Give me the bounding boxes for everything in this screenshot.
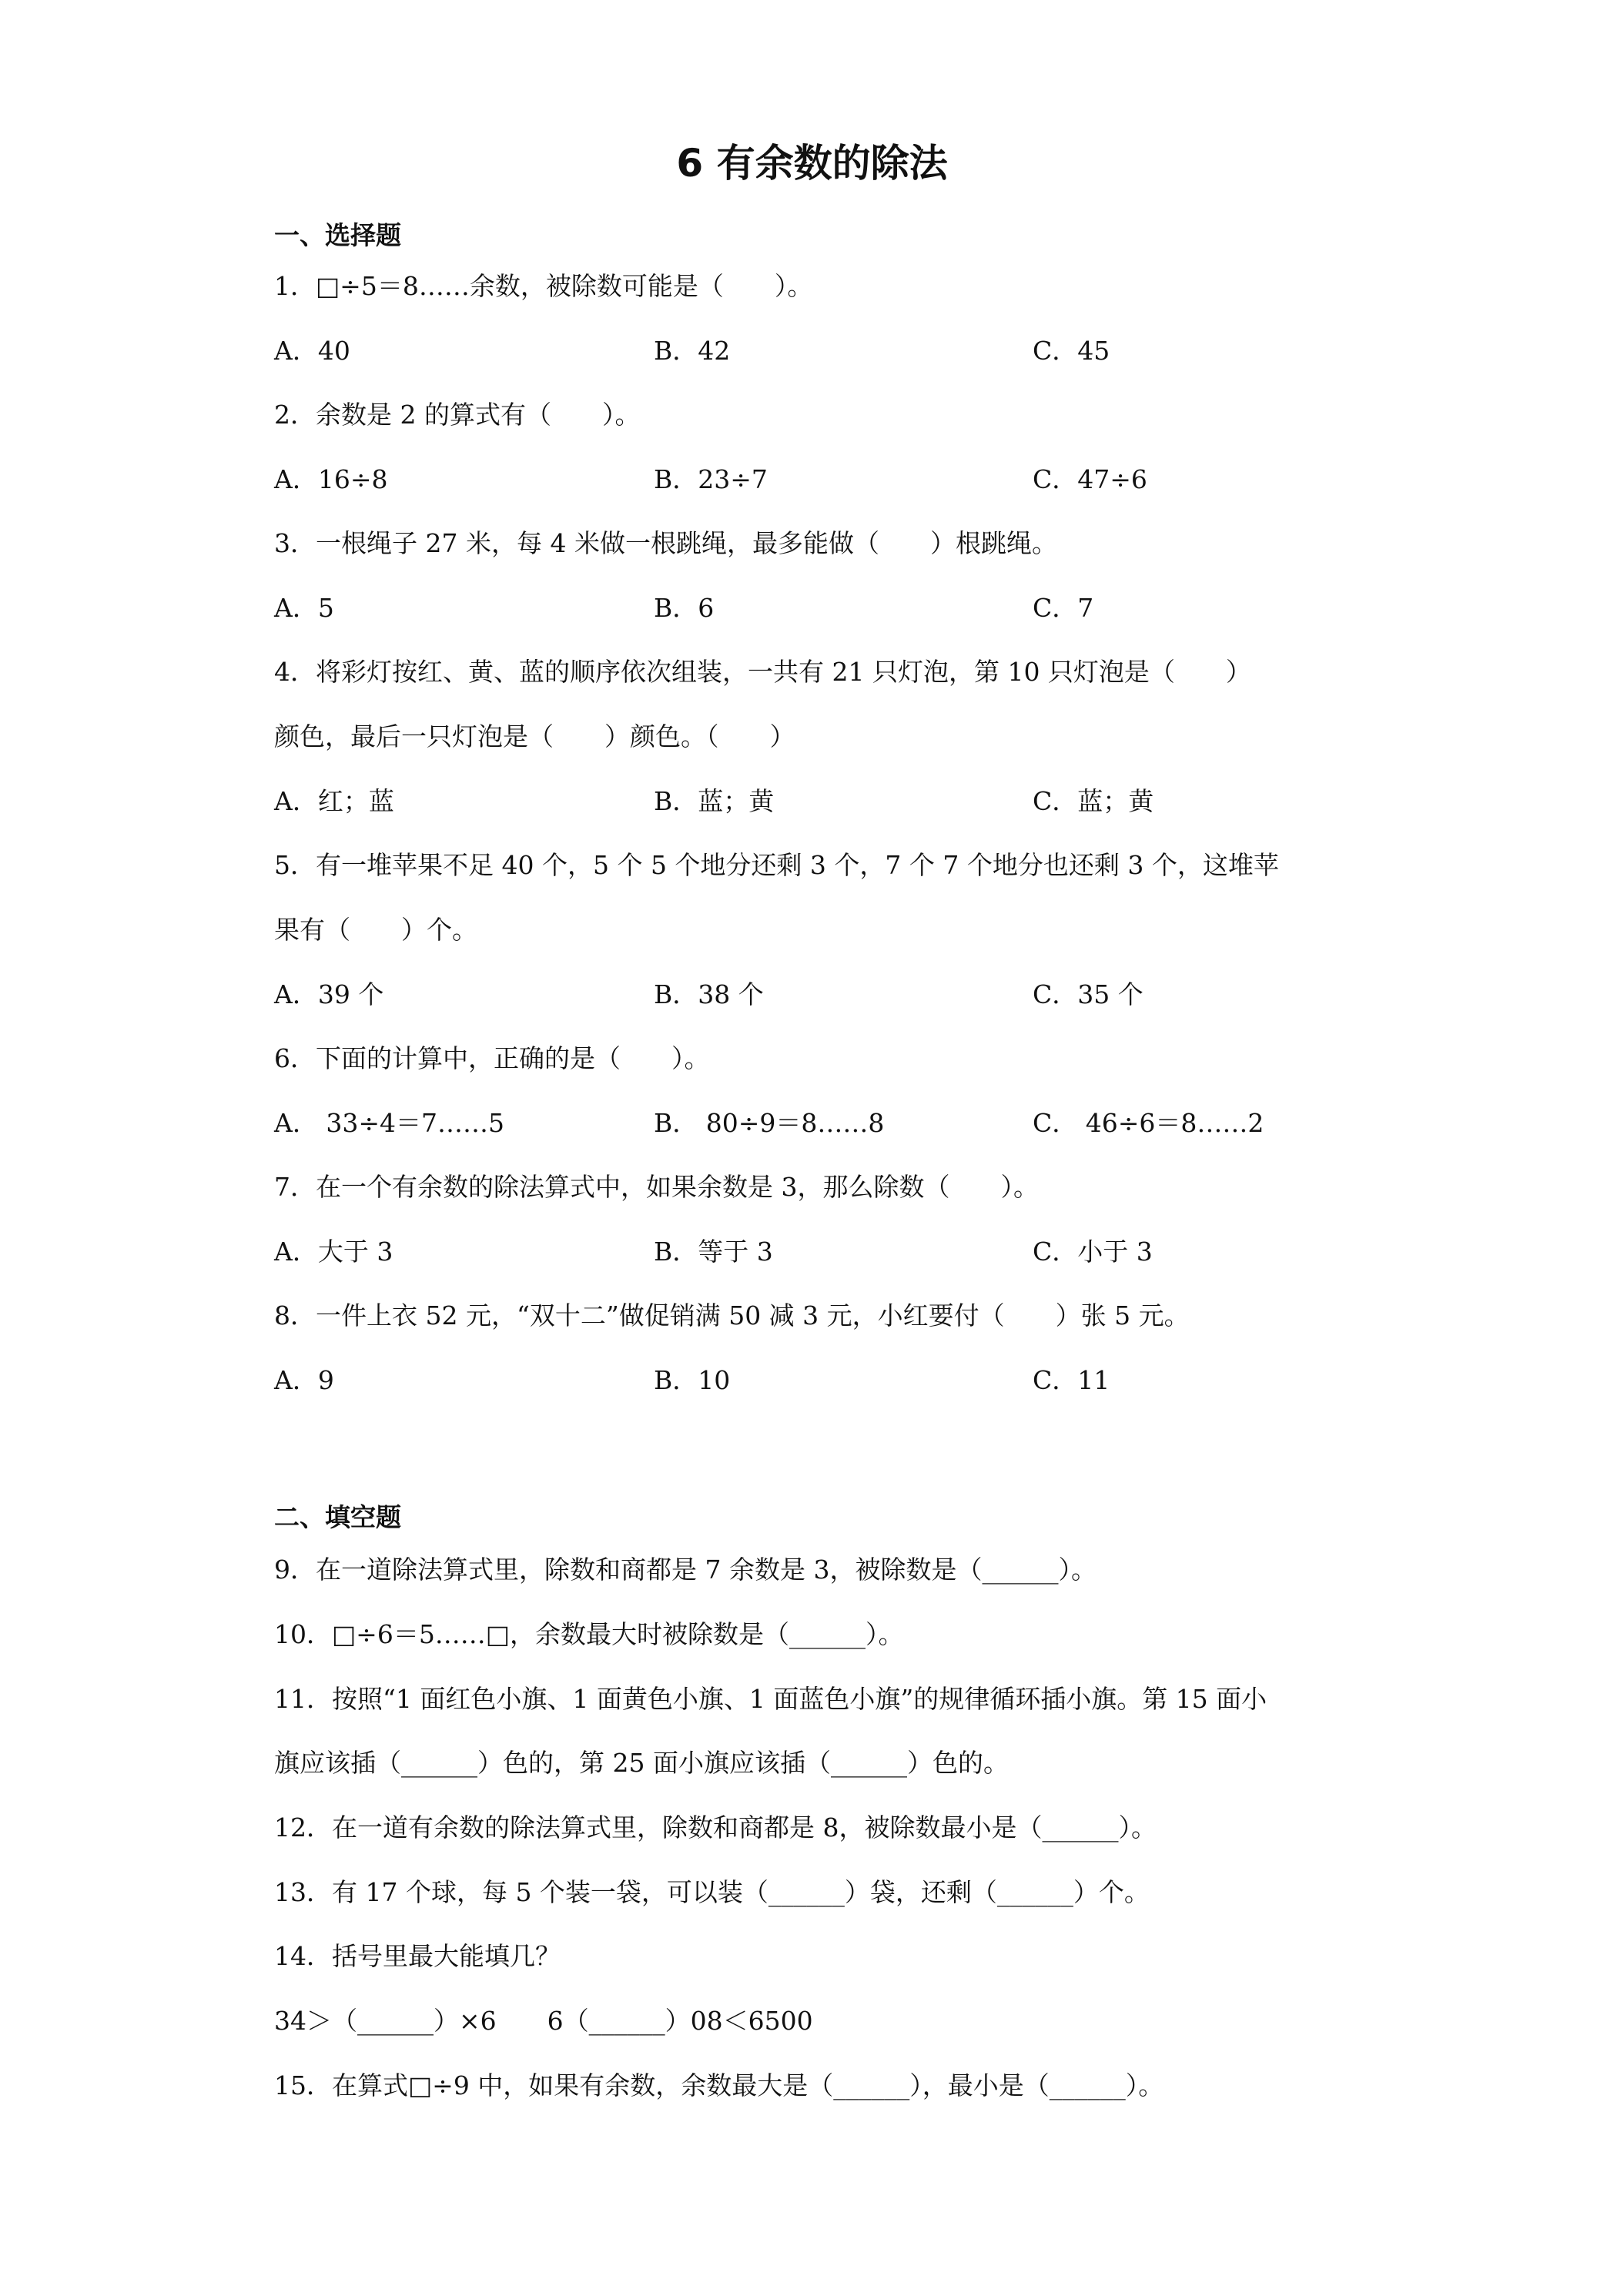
q4-option-a: A．红；蓝: [274, 786, 394, 816]
section-heading-fill-in-blank: 二、填空题: [274, 1502, 401, 1532]
q3-option-b: B．6: [654, 593, 715, 623]
q8-option-b: B．10: [654, 1365, 731, 1395]
q1-option-a: A．40: [274, 336, 350, 366]
q1-option-b: B．42: [654, 336, 731, 366]
question-5-line-2: 果有（ ）个。: [274, 915, 477, 945]
question-15: 15．在算式□÷9 中，如果有余数，余数最大是（______），最小是（______）。: [274, 2070, 1164, 2100]
question-7: 7．在一个有余数的除法算式中，如果余数是 3，那么除数（ ）。: [274, 1172, 1039, 1202]
q2-option-c: C．47÷6: [1033, 464, 1147, 494]
question-14-expressions: 34＞（______）×6 6（______）08＜6500: [274, 2006, 813, 2036]
question-14: 14．括号里最大能填几？: [274, 1941, 561, 1971]
q7-option-b: B．等于 3: [654, 1237, 773, 1267]
q2-option-b: B．23÷7: [654, 464, 768, 494]
question-6: 6．下面的计算中，正确的是（ ）。: [274, 1043, 710, 1073]
question-11-line-1: 11．按照“1 面红色小旗、1 面黄色小旗、1 面蓝色小旗”的规律循环插小旗。第 15 面小: [274, 1684, 1267, 1714]
question-4-line-1: 4．将彩灯按红、黄、蓝的顺序依次组装，一共有 21 只灯泡，第 10 只灯泡是（ ）: [274, 657, 1251, 687]
q5-option-b: B．38 个: [654, 979, 764, 1009]
q2-option-a: A．16÷8: [274, 464, 388, 494]
q8-option-c: C．11: [1033, 1365, 1110, 1395]
q4-option-b: B．蓝；黄: [654, 786, 775, 816]
q6-option-c: C． 46÷6＝8……2: [1033, 1108, 1264, 1138]
q5-option-a: A．39 个: [274, 979, 384, 1009]
q6-option-a: A． 33÷4＝7……5: [274, 1108, 504, 1138]
question-4-line-2: 颜色，最后一只灯泡是（ ）颜色。（ ）: [274, 721, 795, 751]
page-title: 6 有余数的除法: [676, 141, 948, 186]
question-13: 13．有 17 个球，每 5 个装一袋，可以装（______）袋，还剩（______）个。: [274, 1877, 1150, 1907]
question-10: 10．□÷6＝5……□，余数最大时被除数是（______）。: [274, 1619, 904, 1649]
question-2: 2．余数是 2 的算式有（ ）。: [274, 400, 641, 430]
question-3: 3．一根绳子 27 米，每 4 米做一根跳绳，最多能做（ ）根跳绳。: [274, 528, 1057, 558]
q1-option-c: C．45: [1033, 336, 1110, 366]
q3-option-a: A．5: [274, 593, 334, 623]
question-11-line-2: 旗应该插（______）色的，第 25 面小旗应该插（______）色的。: [274, 1748, 1009, 1778]
q5-option-c: C．35 个: [1033, 979, 1143, 1009]
question-8: 8．一件上衣 52 元，“双十二”做促销满 50 减 3 元，小红要付（ ）张 5 元。: [274, 1300, 1190, 1330]
q7-option-c: C．小于 3: [1033, 1237, 1153, 1267]
question-12: 12．在一道有余数的除法算式里，除数和商都是 8，被除数最小是（______）。: [274, 1812, 1157, 1842]
q3-option-c: C．7: [1033, 593, 1094, 623]
question-1: 1．□÷5＝8……余数，被除数可能是（ ）。: [274, 271, 813, 301]
q6-option-b: B． 80÷9＝8……8: [654, 1108, 885, 1138]
q4-option-c: C．蓝；黄: [1033, 786, 1154, 816]
section-heading-multiple-choice: 一、选择题: [274, 220, 401, 250]
question-5-line-1: 5．有一堆苹果不足 40 个，5 个 5 个地分还剩 3 个，7 个 7 个地分也还剩 3 个，这堆苹: [274, 850, 1279, 880]
q7-option-a: A．大于 3: [274, 1237, 393, 1267]
question-9: 9．在一道除法算式里，除数和商都是 7 余数是 3，被除数是（______）。: [274, 1555, 1097, 1585]
q8-option-a: A．9: [274, 1365, 334, 1395]
